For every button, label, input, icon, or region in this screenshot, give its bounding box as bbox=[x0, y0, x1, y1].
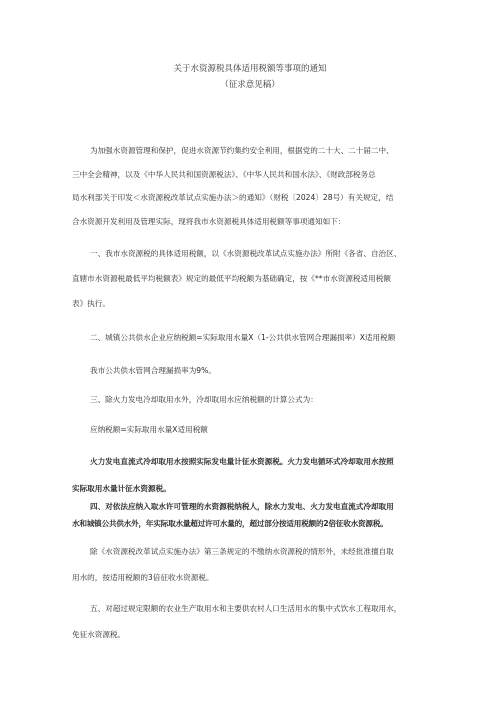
paragraph-line: 免征水资源税。 bbox=[72, 630, 126, 639]
paragraph-line: 水和城镇公共供水外，年实际取水量超过许可水量的，超过部分按适用税额的2倍征收水资源税。 bbox=[72, 519, 388, 528]
paragraph-line: 用水的，按适用税额的3倍征收水资源税。 bbox=[72, 573, 214, 582]
paragraph-line: 三、除火力发电冷却取用水外，冷却取用水应纳税额的计算公式为： bbox=[90, 395, 318, 404]
paragraph-line: 四、对依法应纳入取水许可管理的水资源税纳税人，除水力发电、火力发电直流式冷却取用 bbox=[90, 502, 394, 511]
document-title: 关于水资源税具体适用税额等事项的通知 bbox=[173, 64, 327, 74]
paragraph-line: 直辖市水资源税最低平均税额表》规定的最低平均税额为基础确定，按《**市水资源税适用税额 bbox=[72, 274, 391, 283]
paragraph-line: 火力发电直流式冷却取用水按照实际发电量计征水资源税。火力发电循环式冷却取用水按照 bbox=[90, 457, 394, 466]
document-subtitle: （征求意见稿） bbox=[220, 80, 280, 90]
paragraph-line: 表》执行。 bbox=[72, 299, 110, 308]
paragraph-line: 实际取用水量计征水资源税。 bbox=[72, 484, 171, 493]
paragraph-line: 五、对超过规定限额的农业生产取用水和主要供农村人口生活用水的集中式饮水工程取用水， bbox=[90, 604, 402, 613]
paragraph-line: 合水资源开发利用及管理实际，现将我市水资源税具体适用税额等事项通知如下： bbox=[72, 217, 346, 226]
paragraph-line: 一、我市水资源税的具体适用税额，以《水资源税改革试点实施办法》所附《各省、自治区、 bbox=[90, 249, 402, 258]
paragraph-line: 我市公共供水管网合理漏损率为9%。 bbox=[90, 366, 216, 375]
paragraph-line: 为加强水资源管理和保护，促进水资源节约集约安全利用，根据党的二十大、二十届二中、 bbox=[90, 146, 394, 155]
paragraph-line: 除《水资源税改革试点实施办法》第三条规定的不缴纳水资源税的情形外，未经批准擅自取 bbox=[90, 547, 394, 556]
paragraph-line: 应纳税额=实际取用水量X适用税额 bbox=[90, 425, 208, 434]
paragraph-line: 三中全会精神，以及《中华人民共和国资源税法》、《中华人民共和国水法》、《财政部税务总 bbox=[72, 170, 376, 179]
paragraph-line: 局水利部关于印发＜水资源税改革试点实施办法＞的通知》（财税〔2024〕28号）有关规定，结 bbox=[72, 193, 394, 202]
paragraph-line: 二、城镇公共供水企业应纳税额=实际取用水量X（1-公共供水管网合理漏损率）X适用税额 bbox=[90, 333, 396, 342]
